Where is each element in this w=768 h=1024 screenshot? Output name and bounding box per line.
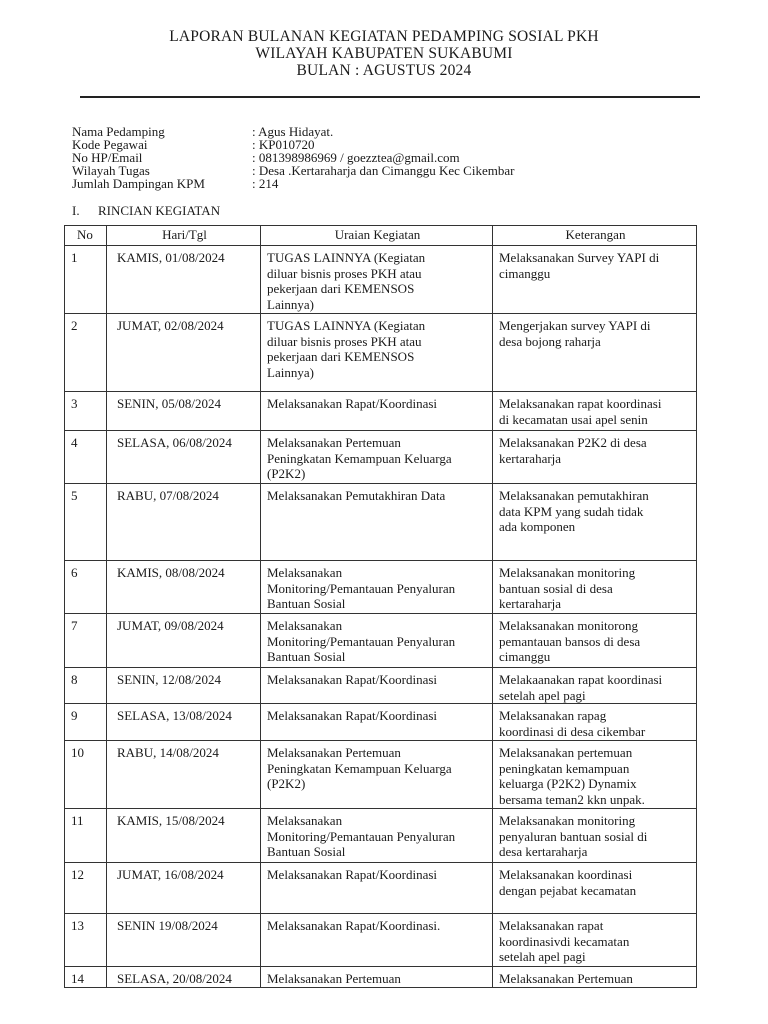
report-title: LAPORAN BULANAN KEGIATAN PEDAMPING SOSIAL PKH [169,28,599,45]
cell-keterangan-line: desa bojong raharja [499,333,601,349]
cell-uraian-line: Melaksanakan Rapat/Koordinasi [267,396,438,411]
cell-keterangan [493,741,697,809]
header-no: No [65,226,107,246]
cell-keterangan [493,809,697,863]
cell-keterangan [493,484,697,561]
cell-uraian-line: Lainnya) [267,296,314,312]
header-uraian: Uraian Kegiatan [261,226,493,246]
cell-uraian [261,741,493,809]
cell-uraian [261,704,493,741]
cell-uraian-line: Monitoring/Pemantauan Penyaluran [267,633,456,649]
table-row [65,809,697,863]
cell-no: 8 [65,668,107,704]
table-row [65,431,697,484]
cell-keterangan [493,246,697,314]
section-number: I. [72,203,80,218]
info-value: : Agus Hidayat. [252,124,334,139]
cell-date: RABU, 14/08/2024 [107,741,261,809]
cell-uraian-line: Melaksanakan Rapat/Koordinasi. [267,918,441,933]
info-label: Kode Pegawai [72,137,148,152]
cell-keterangan-line: cimanggu [499,649,551,664]
cell-keterangan-line: setelah apel pagi [499,687,586,703]
table-row [65,914,697,967]
cell-keterangan-line: bantuan sosial di desa [499,580,613,596]
cell-uraian-line: Melaksanakan [267,565,343,580]
cell-uraian-line: Melaksanakan [267,618,343,633]
cell-date: JUMAT, 02/08/2024 [107,314,261,392]
cell-no: 2 [65,314,107,392]
officer-info [72,125,514,190]
cell-keterangan-line: Melaksanakan Survey YAPI di [499,250,660,265]
cell-keterangan-line: di kecamatan usai apel senin [499,411,648,427]
cell-date: SELASA, 06/08/2024 [107,431,261,484]
cell-date: SENIN, 12/08/2024 [107,668,261,704]
cell-uraian [261,246,493,314]
table-row [65,863,697,914]
cell-date: SELASA, 13/08/2024 [107,704,261,741]
cell-keterangan-line: Melaksanakan rapat [499,918,604,933]
cell-keterangan-line: peningkatan kemampuan [499,760,630,776]
cell-uraian-line: TUGAS LAINNYA (Kegiatan [267,318,426,333]
cell-no: 10 [65,741,107,809]
cell-date: KAMIS, 15/08/2024 [107,809,261,863]
cell-date: JUMAT, 16/08/2024 [107,863,261,914]
cell-uraian-line: pekerjaan dari KEMENSOS [267,349,415,364]
info-label: Jumlah Dampingan KPM [72,176,205,191]
cell-uraian [261,431,493,484]
header-keterangan: Keterangan [493,226,697,246]
report-region: WILAYAH KABUPATEN SUKABUMI [255,45,513,62]
cell-keterangan-line: Melaksanakan rapat koordinasi [499,396,662,411]
info-value: : 214 [252,176,279,191]
cell-uraian [261,484,493,561]
cell-uraian-line: Lainnya) [267,364,314,380]
cell-uraian-line: (P2K2) [267,466,306,481]
table-row [65,704,697,741]
cell-keterangan-line: Melaksanakan pertemuan [499,745,633,760]
cell-uraian [261,809,493,863]
cell-uraian-line: Monitoring/Pemantauan Penyaluran [267,580,456,596]
cell-uraian [261,392,493,431]
report-header [0,28,768,79]
info-label: No HP/Email [72,150,143,165]
cell-no: 9 [65,704,107,741]
cell-date: KAMIS, 08/08/2024 [107,561,261,614]
cell-keterangan-line: Melakaanakan rapat koordinasi [499,672,663,687]
cell-uraian-line: TUGAS LAINNYA (Kegiatan [267,250,426,265]
cell-uraian-line: diluar bisnis proses PKH atau [267,265,422,281]
cell-keterangan-line: koordinasivdi kecamatan [499,933,630,949]
table-row [65,314,697,392]
cell-keterangan-line: Melaksanakan P2K2 di desa [499,435,647,450]
cell-uraian-line: diluar bisnis proses PKH atau [267,333,422,349]
cell-uraian-line: Melaksanakan Pertemuan [267,435,401,450]
cell-keterangan-line: Mengerjakan survey YAPI di [499,318,651,333]
cell-keterangan-line: Melaksanakan monitoring [499,565,636,580]
cell-no: 11 [65,809,107,863]
cell-keterangan [493,314,697,392]
activity-table [64,225,697,988]
cell-keterangan [493,614,697,668]
cell-date: SENIN 19/08/2024 [107,914,261,967]
cell-keterangan [493,392,697,431]
cell-uraian [261,314,493,392]
info-row [72,177,514,190]
cell-uraian-line: Peningkatan Kemampuan Keluarga [267,450,452,466]
cell-keterangan-line: cimanggu [499,265,551,281]
cell-no: 1 [65,246,107,314]
cell-date: SELASA, 20/08/2024 [107,967,261,988]
table-row [65,484,697,561]
cell-uraian-line: Bantuan Sosial [267,596,346,611]
cell-uraian-line: Melaksanakan Pertemuan [267,745,401,760]
cell-uraian-line: Monitoring/Pemantauan Penyaluran [267,828,456,844]
cell-no: 5 [65,484,107,561]
cell-keterangan-line: Melaksanakan koordinasi [499,867,633,882]
cell-no: 6 [65,561,107,614]
cell-keterangan [493,704,697,741]
cell-uraian [261,914,493,967]
cell-uraian-line: Melaksanakan [267,813,343,828]
table-row [65,741,697,809]
info-label: Wilayah Tugas [72,163,150,178]
table-header-row [65,226,697,246]
cell-keterangan-line: pemantauan bansos di desa [499,633,641,649]
header-divider [80,96,700,98]
cell-no: 3 [65,392,107,431]
cell-keterangan-line: koordinasi di desa cikembar [499,723,646,739]
cell-keterangan-line: desa kertaraharja [499,844,588,859]
cell-keterangan-line: penyaluran bantuan sosial di [499,828,648,844]
cell-keterangan-line: setelah apel pagi [499,949,586,964]
cell-keterangan-line: Melaksanakan pemutakhiran [499,488,649,503]
cell-uraian-line: Melaksanakan Rapat/Koordinasi [267,672,438,687]
cell-uraian-line: pekerjaan dari KEMENSOS [267,281,415,296]
report-month: BULAN : AGUSTUS 2024 [296,62,472,79]
cell-keterangan-line: Melaksanakan Pertemuan [499,971,633,986]
table-row [65,967,697,988]
cell-date: JUMAT, 09/08/2024 [107,614,261,668]
cell-keterangan-line: bersama teman2 kkn unpak. [499,791,645,807]
table-row [65,246,697,314]
cell-no: 13 [65,914,107,967]
info-value: : KP010720 [252,137,315,152]
cell-keterangan-line: Melaksanakan monitoring [499,813,636,828]
info-label: Nama Pedamping [72,124,165,139]
cell-no: 12 [65,863,107,914]
cell-uraian-line: Bantuan Sosial [267,844,346,859]
cell-keterangan [493,561,697,614]
cell-keterangan-line: dengan pejabat kecamatan [499,882,637,898]
cell-no: 14 [65,967,107,988]
table-row [65,614,697,668]
cell-uraian [261,668,493,704]
cell-no: 7 [65,614,107,668]
cell-uraian-line: (P2K2) [267,776,306,791]
cell-keterangan-line: kertaraharja [499,596,562,611]
cell-date: SENIN, 05/08/2024 [107,392,261,431]
info-value: : Desa .Kertaraharja dan Cimanggu Kec Cikembar [252,163,515,178]
cell-uraian [261,967,493,988]
section-title: RINCIAN KEGIATAN [98,203,221,218]
header-date: Hari/Tgl [107,226,261,246]
table-row [65,392,697,431]
table-row [65,668,697,704]
cell-date: RABU, 07/08/2024 [107,484,261,561]
cell-keterangan [493,668,697,704]
cell-uraian-line: Melaksanakan Rapat/Koordinasi [267,708,438,723]
cell-keterangan-line: data KPM yang sudah tidak [499,503,644,519]
cell-uraian [261,614,493,668]
cell-date: KAMIS, 01/08/2024 [107,246,261,314]
cell-uraian-line: Melaksanakan Pemutakhiran Data [267,488,446,503]
cell-uraian-line: Bantuan Sosial [267,649,346,664]
cell-no: 4 [65,431,107,484]
cell-uraian-line: Melaksanakan Pertemuan [267,971,401,986]
section-heading [72,203,220,219]
cell-uraian [261,863,493,914]
cell-keterangan-line: Melaksanakan monitorong [499,618,638,633]
cell-keterangan-line: ada komponen [499,519,576,534]
cell-uraian-line: Melaksanakan Rapat/Koordinasi [267,867,438,882]
cell-uraian-line: Peningkatan Kemampuan Keluarga [267,760,452,776]
cell-keterangan [493,967,697,988]
cell-keterangan [493,914,697,967]
info-value: : 081398986969 / goezztea@gmail.com [252,150,460,165]
cell-keterangan-line: kertaraharja [499,450,562,466]
cell-keterangan-line: Melaksanakan rapag [499,708,607,723]
table-row [65,561,697,614]
cell-uraian [261,561,493,614]
cell-keterangan [493,431,697,484]
cell-keterangan-line: keluarga (P2K2) Dynamix [499,776,637,791]
cell-keterangan [493,863,697,914]
